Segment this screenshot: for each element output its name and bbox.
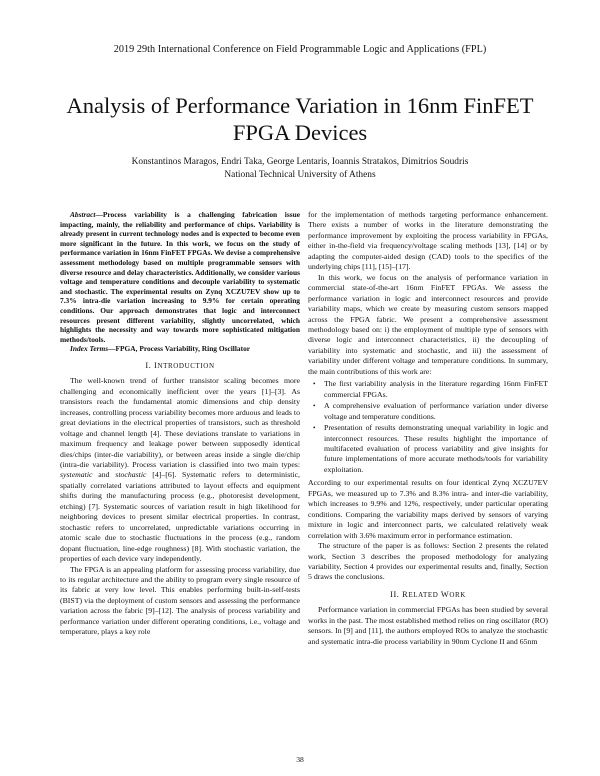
list-item: • A comprehensive evaluation of performance variation under diverse voltage and temperature conditions.	[313, 401, 548, 421]
intro-paragraph-3: for the implementation of methods targeting performance enhancement. There exists a number of works in the literature demonstrating the performance improvement by exploiting the process variability in FPGAs, either in-the-field via frequency/voltage scaling methods [13], [14] or by adapting the computer-aided design (CAD) tools to the specifics of the underlying chips [11], [15]–[17].	[308, 210, 548, 272]
conference-header: 2019 29th International Conference on Field Programmable Logic and Applications (FPL)	[113, 44, 487, 55]
list-item: • Presentation of results demonstrating unequal variability in logic and interconnect resources. These results highlight the importance of multifaceted evaluation of process variability and give insights for future implementations of more accurate methods/tools for variability exploitation.	[313, 423, 548, 474]
intro-paragraph-1: The well-known trend of further transistor scaling becomes more challenging and economically inefficient over the years [1]–[3]. As transistors reach the fundamental atomic dimensions and chip density increases, controlling process variability becomes more arduous and leads to great deviations in the electrical properties of transistors, such as threshold voltage and channel length [4]. These deviations translate to variations in maximum frequency and leakage power between supposedly identical dies/chips (inter-die variability), or between areas inside a single die/chip (intra-die variability). Process variation is classified into two main types: systematic and stochastic [4]–[6]. Systematic refers to deterministic, spatially correlated variations attributed to layout effects and equipment shifts during the manufacturing process (e.g., photoresist development, etching) [7]. Systematic sources of variation result in high likelihood for neighboring devices to present similar electrical properties. In contrast, stochastic refers to uncorrelated, unpredictable variations occurring in atomic scale due to stochastic fluctuations in the process (e.g., random dopant fluctuation, line-edge roughness) [8]. With stochastic variation, the properties of each device vary independently.	[60, 376, 300, 564]
section-heading-introduction: I. INTRODUCTION	[145, 360, 215, 370]
index-terms-text: FPGA, Process Variability, Ring Oscillator	[115, 344, 251, 354]
bullet-icon: •	[313, 402, 316, 411]
abstract-text: Process variability is a challenging fabrication issue impacting, mainly, the reliability and performance of chips. Variability is already present in current technology nodes and is expected to become even more significant in the future. In this work, we focus on the study of performance variation in 16nm FinFET FPGAs. We devise a comprehensive assessment methodology based on multiple programmable sensors with diverse resource and delay characteristics. Additionally, we consider various voltage and temperature conditions and decouple variability to systematic and stochastic. The experimental results on Zynq XCZU7EV show up to 7.3% intra-die variation increasing to 9.9% for certain operating conditions. Our approach demonstrates that logic and interconnect resources present different variability, slightly uncorrelated, which highlights the necessity and way towards more sophisticated mitigation methods/tools.	[60, 210, 300, 344]
related-paragraph-1: Performance variation in commercial FPGAs has been studied by several works in the past. The most established method relies on ring oscillator (RO) sensors. In [9] and [11], the authors employed ROs to analyze the stochastic and systematic intra-die process variability in 90nm Cyclone II and 65nm	[308, 605, 549, 646]
contributions-list	[308, 379, 548, 475]
page-number: 38	[296, 755, 304, 764]
affiliation: National Technical University of Athens	[224, 170, 376, 180]
author-list: Konstantinos Maragos, Endri Taka, George Lentaris, Ioannis Stratakos, Dimitrios Soudris	[131, 157, 469, 167]
paper-title: Analysis of Performance Variation in 16nm FinFET FPGA Devices	[66, 93, 534, 145]
intro-paragraph-4: In this work, we focus on the analysis of performance variation in commercial state-of-the-art 16nm FinFET FPGAs. We assess the performance variation in logic and interconnect resources and provide variability maps, which we create by measuring custom sensors mapped across the FPGA fabric. We present a comprehensive assessment methodology based on: i) the employment of multiple type of sensors with diverse logic and interconnect characteristics, ii) the decoupling of variability into systematic and stochastic, and iii) the assessment of variability under different voltage and temperature conditions. In summary, the main contributions of this work are:	[308, 272, 548, 376]
intro-paragraph-2: The FPGA is an appealing platform for assessing process variability, due to its regular architecture and the ability to program every single resource of its fabric at very low level. This enables performing built-in-self-tests (BIST) via the deployment of custom sensors and assessing the performance variation across the fabric [9]–[12]. The analysis of process variability and performance variation under different operating conditions, i.e., voltage and temperature, plays a key role	[60, 564, 300, 637]
list-item: • The first variability analysis in the literature regarding 16nm FinFET commercial FPGAs.	[313, 379, 548, 399]
intro-paragraph-6: The structure of the paper is as follows: Section 2 presents the related work, Section 3 describes the proposed methodology for analyzing variability, Section 4 provides our experimental results and, finally, Section 5 draws the conclusions.	[308, 541, 548, 582]
bullet-icon: •	[313, 424, 316, 433]
bullet-icon: •	[313, 380, 316, 389]
abstract: Abstract—Process variability is a challenging fabrication issue impacting, mainly, the reliability and performance of chips. Variability is already present in current technology nodes and is expected to become even more significant in the future. In this work, we focus on the study of performance variation in 16nm FinFET FPGAs. We devise a comprehensive assessment methodology based on multiple programmable sensors with diverse resource and delay characteristics. Additionally, we consider various voltage and temperature conditions and decouple variability to systematic and stochastic. The experimental results on Zynq XCZU7EV show up to 7.3% intra-die variation increasing to 9.9% for certain operating conditions. Our approach demonstrates that logic and interconnect resources present different variability, slightly uncorrelated, which highlights the necessity and way towards more sophisticated mitigation methods/tools.	[60, 210, 300, 344]
index-terms-label: Index Terms	[70, 344, 109, 354]
section-heading-related-work: II. RELATED WORK	[390, 589, 466, 599]
intro-paragraph-5: According to our experimental results on four identical Zynq XCZU7EV FPGAs, we measured up to 7.3% and 8.3% intra- and inter-die variability, which increases to 9.9% and 12%, respectively, under particular operating conditions. Comparing the variability maps derived by sensors of varying mixture in logic and interconnect parts, we calculated relatively weak correlation with 3.6% maximum error in performance estimation.	[308, 478, 548, 540]
abstract-label: Abstract	[70, 210, 96, 219]
right-column	[308, 210, 548, 647]
left-column	[60, 210, 300, 638]
index-terms: Index Terms—FPGA, Process Variability, Ring Oscillator	[70, 344, 251, 354]
